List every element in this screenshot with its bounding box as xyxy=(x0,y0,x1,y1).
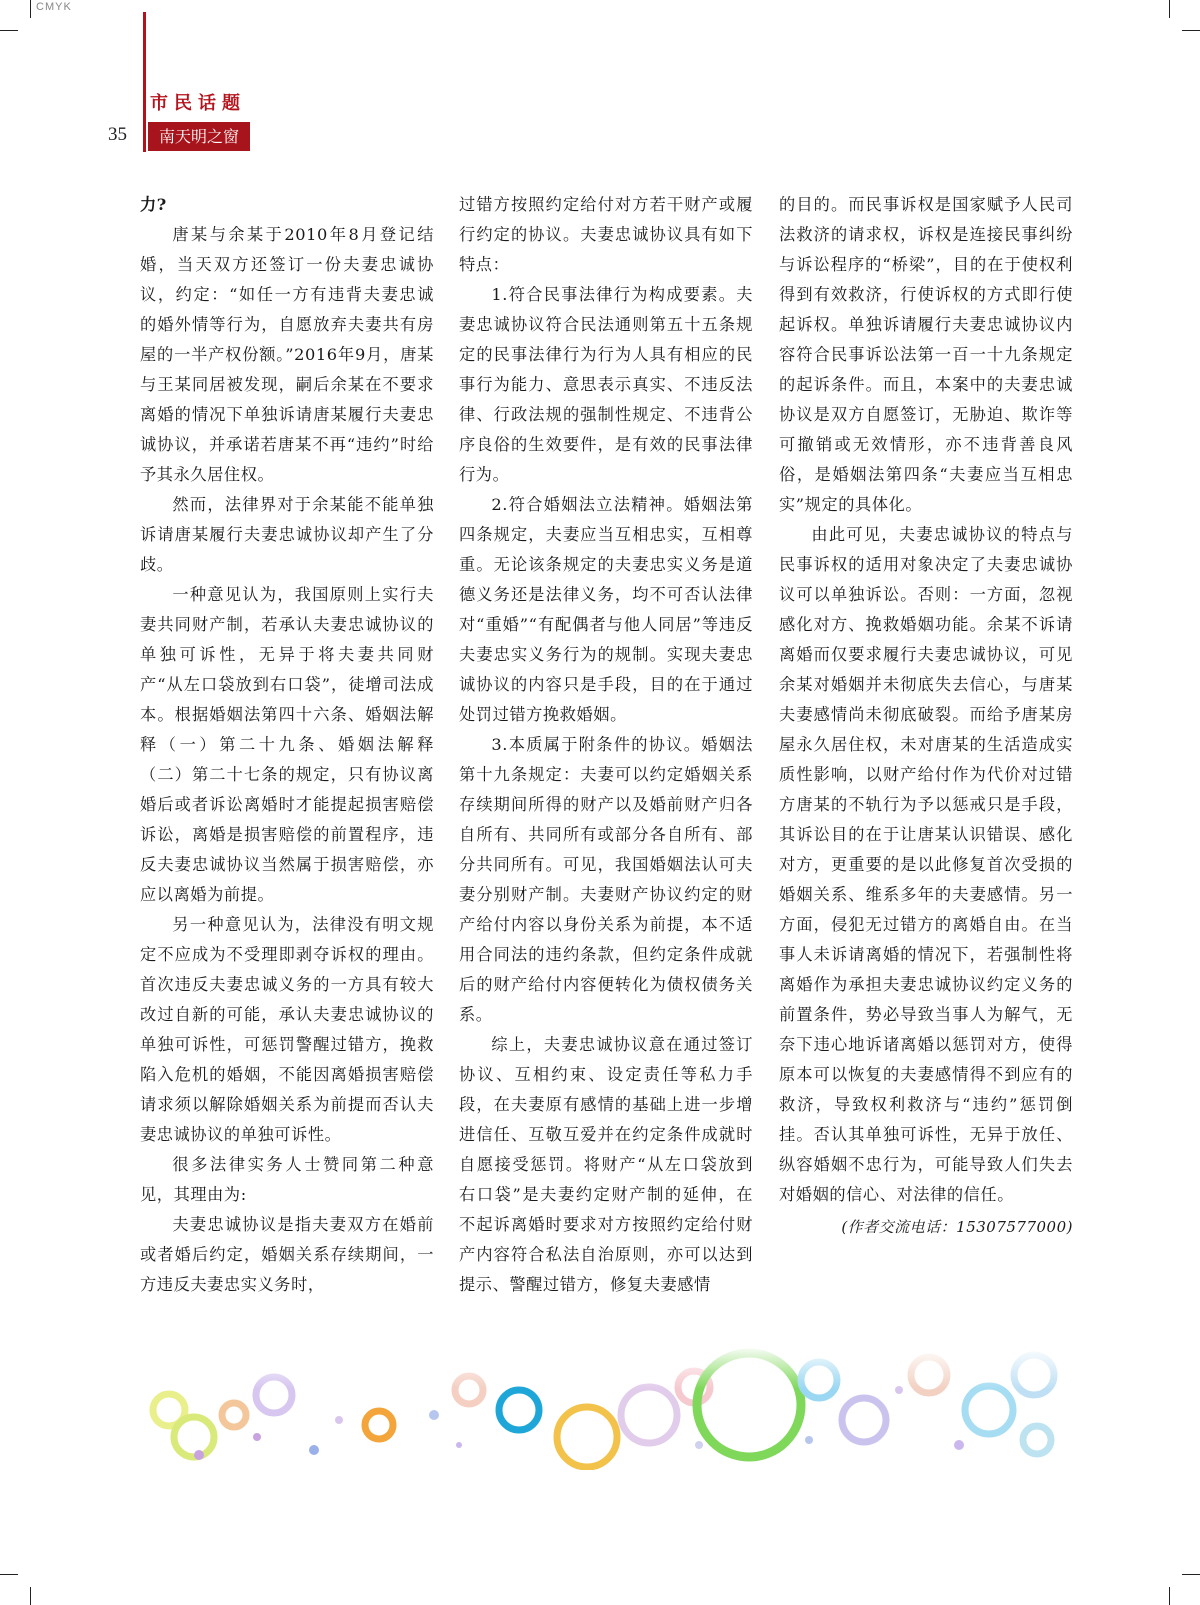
crop-mark xyxy=(0,30,18,31)
article-column-2 xyxy=(459,190,753,1300)
paragraph: 很多法律实务人士赞同第二种意见，其理由为: xyxy=(140,1155,434,1204)
crop-mark xyxy=(1182,30,1200,31)
crop-mark xyxy=(30,0,31,18)
article-column-3 xyxy=(779,190,1073,1242)
paragraph: 由此可见，夫妻忠诚协议的特点与民事诉权的适用对象决定了夫妻忠诚协议可以单独诉讼。否则：一方面，忽视感化对方、挽救婚姻功能。余某不诉请离婚而仅要求履行夫妻忠诚协议，可见余某对婚姻并未彻底失去信心，与唐某夫妻感情尚未彻底破裂。而给予唐某房屋永久居住权，未对唐某的生活造成实质性影响，以财产给付作为代价对过错方唐某的不轨行为予以惩戒只是手段，其诉讼目的在于让唐某认识错误、感化对方，更重要的是以此修复首次受损的婚姻关系、维系多年的夫妻感情。另一方面，侵犯无过错方的离婚自由。在当事人未诉请离婚的情况下，若强制性将离婚作为承担夫妻忠诚协议约定义务的前置条件，势必导致当事人为解气，无奈下违心地诉诸离婚以惩罚对方，使得原本可以恢复的夫妻感情得不到应有的救济，导致权利救济与“违约”惩罚倒挂。否认其单独可诉性，无异于放任、纵容婚姻不忠行为，可能导致人们失去对婚姻的信心、对法律的信任。 xyxy=(779,525,1073,1204)
paragraph: 的目的。而民事诉权是国家赋予人民司法救济的请求权，诉权是连接民事纠纷与诉讼程序的“桥梁”，目的在于使权利得到有效救济，行使诉权的方式即行使起诉权。单独诉请履行夫妻忠诚协议内容符合民事诉讼法第一百一十九条规定的起诉条件。而且，本案中的夫妻忠诚协议是双方自愿签订，无胁迫、欺诈等可撤销或无效情形，亦不违背善良风俗，是婚姻法第四条“夫妻应当互相忠实”规定的具体化。 xyxy=(779,195,1073,514)
crop-mark xyxy=(1169,1587,1170,1605)
crop-mark xyxy=(1169,0,1170,18)
paragraph: 过错方按照约定给付对方若干财产或履行约定的协议。夫妻忠诚协议具有如下特点： xyxy=(459,195,753,274)
header-red-rule xyxy=(143,12,146,152)
cmyk-print-mark: CMYK xyxy=(36,1,72,13)
author-contact: (作者交流电话：15307577000) xyxy=(841,1218,1073,1236)
section-title: 市民话题 xyxy=(150,93,246,114)
paragraph: 综上，夫妻忠诚协议意在通过签订协议、互相约束、设定责任等私力手段，在夫妻原有感情的基础上进一步增进信任、互敬互爱并在约定条件成就时自愿接受惩罚。将财产“从左口袋放到右口袋”是夫妻约定财产制的延伸，在不起诉离婚时要求对方按照约定给付财产内容符合私法自治原则，亦可以达到提示、警醒过错方，修复夫妻感情 xyxy=(459,1035,753,1294)
paragraph: 2.符合婚姻法立法精神。婚姻法第四条规定，夫妻应当互相忠实，互相尊重。无论该条规定的夫妻忠实义务是道德义务还是法律义务，均不可否认法律对“重婚”“有配偶者与他人同居”等违反夫妻忠实义务行为的规制。实现夫妻忠诚协议的内容只是手段，目的在于通过处罚过错方挽救婚姻。 xyxy=(459,495,753,724)
decorative-circles xyxy=(139,1345,1059,1470)
page-number: 35 xyxy=(108,124,127,145)
article-column-1 xyxy=(140,190,434,1300)
paragraph: 3.本质属于附条件的协议。婚姻法第十九条规定：夫妻可以约定婚姻关系存续期间所得的财产以及婚前财产归各自所有、共同所有或部分各自所有、部分共同所有。可见，我国婚姻法认可夫妻分别财产制。夫妻财产协议约定的财产给付内容以身份关系为前提，本不适用合同法的违约条款，但约定条件成就后的财产给付内容便转化为债权债务关系。 xyxy=(459,735,753,1024)
crop-mark xyxy=(30,1587,31,1605)
paragraph: 然而，法律界对于余某能不能单独诉请唐某履行夫妻忠诚协议却产生了分歧。 xyxy=(140,495,434,574)
paragraph: 力? xyxy=(140,195,167,214)
paragraph: 夫妻忠诚协议是指夫妻双方在婚前或者婚后约定，婚姻关系存续期间，一方违反夫妻忠实义务时， xyxy=(140,1215,434,1294)
paragraph: 一种意见认为，我国原则上实行夫妻共同财产制，若承认夫妻忠诚协议的单独可诉性，无异于将夫妻共同财产“从左口袋放到右口袋”，徒增司法成本。根据婚姻法第四十六条、婚姻法解释（一）第二十九条、婚姻法解释（二）第二十七条的规定，只有协议离婚后或者诉讼离婚时才能提起损害赔偿诉讼，离婚是损害赔偿的前置程序，违反夫妻忠诚协议当然属于损害赔偿，亦应以离婚为前提。 xyxy=(140,585,434,904)
crop-mark xyxy=(0,1574,18,1575)
paragraph: 唐某与余某于2010年8月登记结婚，当天双方还签订一份夫妻忠诚协议，约定：“如任一方有违背夫妻忠诚的婚外情等行为，自愿放弃夫妻共有房屋的一半产权份额。”2016年9月，唐某与王某同居被发现，嗣后余某在不要求离婚的情况下单独诉请唐某履行夫妻忠诚协议，并承诺若唐某不再“违约”时给予其永久居住权。 xyxy=(140,225,434,484)
crop-mark xyxy=(1182,1574,1200,1575)
paragraph: 1.符合民事法律行为构成要素。夫妻忠诚协议符合民法通则第五十五条规定的民事法律行为行为人具有相应的民事行为能力、意思表示真实、不违反法律、行政法规的强制性规定、不违背公序良俗的生效要件，是有效的民事法律行为。 xyxy=(459,285,753,484)
paragraph: 另一种意见认为，法律没有明文规定不应成为不受理即剥夺诉权的理由。首次违反夫妻忠诚义务的一方具有较大改过自新的可能，承认夫妻忠诚协议的单独可诉性，可惩罚警醒过错方，挽救陷入危机的婚姻，不能因离婚损害赔偿请求须以解除婚姻关系为前提而否认夫妻忠诚协议的单独可诉性。 xyxy=(140,915,434,1144)
column-name-badge: 南天明之窗 xyxy=(148,122,250,151)
